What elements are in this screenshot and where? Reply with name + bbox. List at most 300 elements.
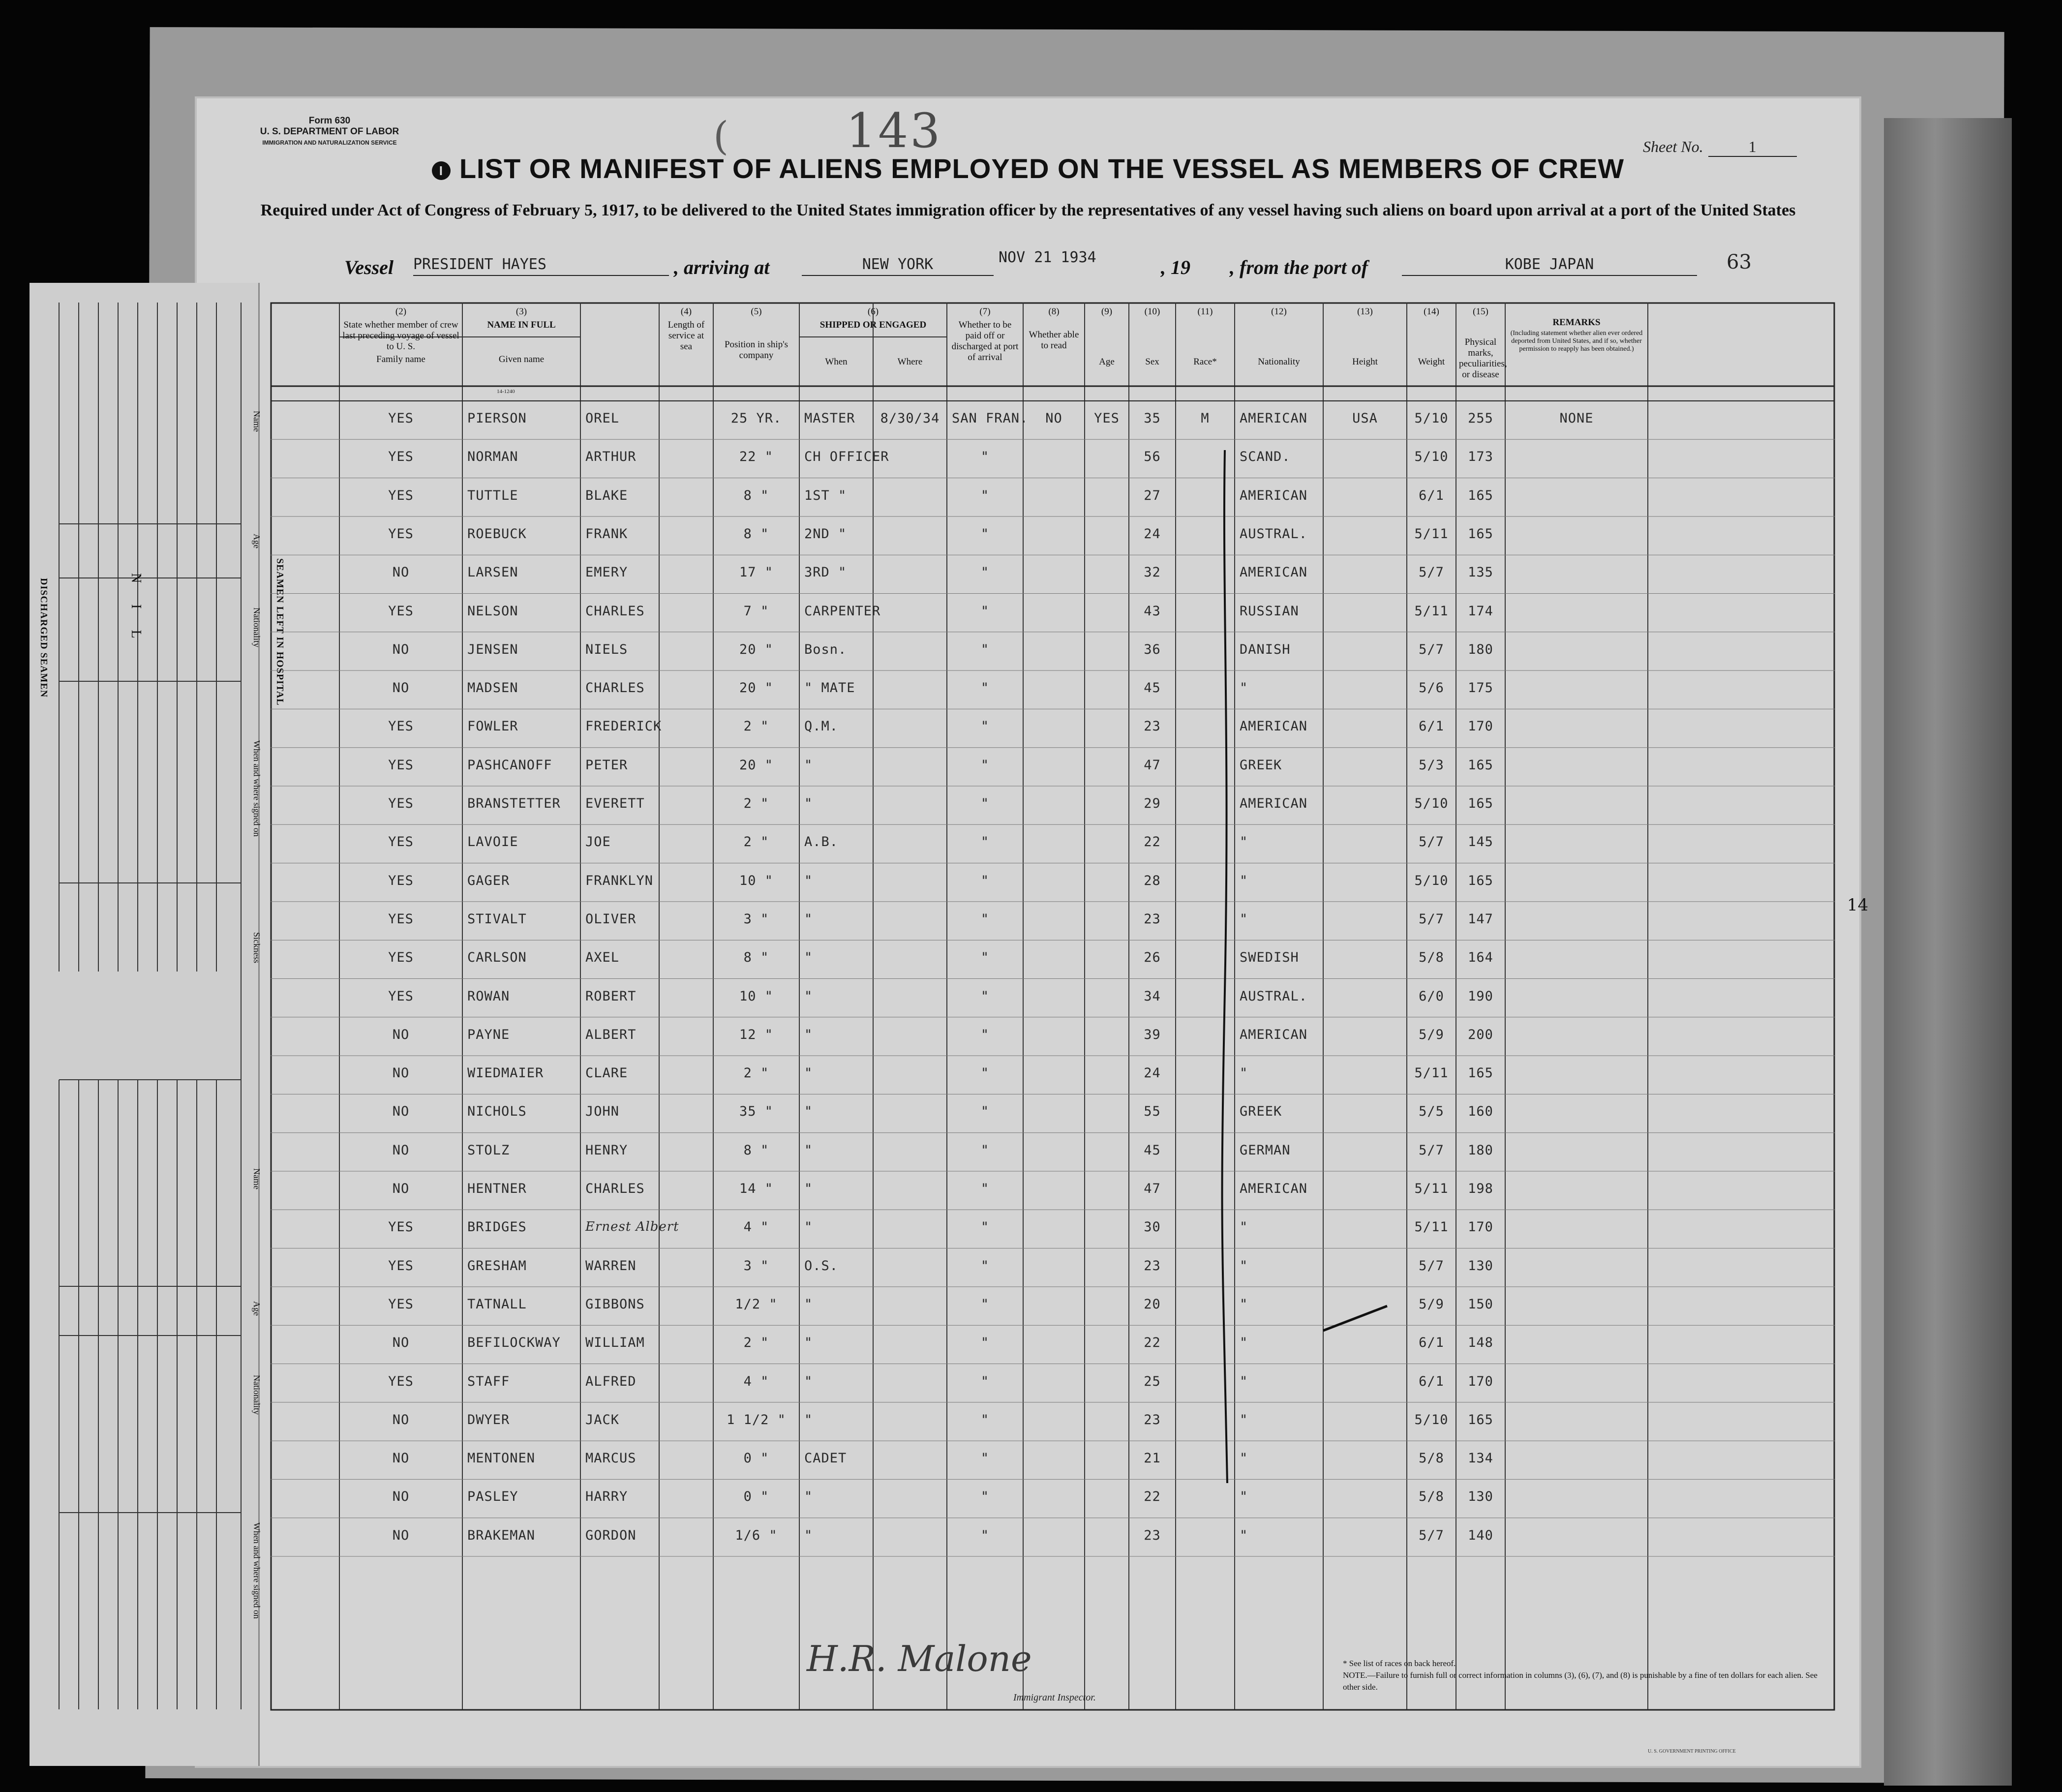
cell-age: 21 <box>1144 1451 1161 1466</box>
cell-position: " <box>804 950 813 966</box>
col-nationality-2: Nationality <box>252 1375 262 1415</box>
cell-service: 2 " <box>743 1065 769 1081</box>
cell-family: BRIDGES <box>467 1219 527 1235</box>
cell-race: AMERICAN <box>1240 487 1308 503</box>
cell-family: CARLSON <box>467 950 527 966</box>
cell-where: " <box>980 911 990 927</box>
print-line: U. S. GOVERNMENT PRINTING OFFICE <box>1648 1749 1736 1754</box>
cell-race: SWEDISH <box>1240 950 1299 966</box>
inspector-signature: H.R. Malone <box>807 1638 1032 1679</box>
cell-family: JENSEN <box>467 641 518 657</box>
cell-age: 24 <box>1144 526 1161 542</box>
cell-weight: 130 <box>1468 1489 1493 1505</box>
cell-height: 5/3 <box>1419 757 1444 773</box>
service-name: IMMIGRATION AND NATURALIZATION SERVICE <box>262 139 397 146</box>
cell-position: " <box>804 1527 813 1543</box>
cell-race: AUSTRAL. <box>1240 526 1308 542</box>
cell-where: " <box>980 1142 990 1158</box>
cell-prev: YES <box>388 411 414 426</box>
cell-given: CHARLES <box>585 1181 645 1196</box>
cell-prev: YES <box>388 873 414 888</box>
cell-age: 45 <box>1144 680 1161 696</box>
cell-paid-off: NO <box>1045 411 1062 426</box>
cell-height: 5/7 <box>1419 834 1444 850</box>
cell-given: ALFRED <box>585 1373 637 1389</box>
subtitle: Required under Act of Congress of February 5, 1917, to be delivered to the United States immigration officer by the representatives of any vessel having such aliens on board upon arrival at a port of the United States <box>260 201 1796 219</box>
col-signed: When and where signed on <box>252 740 262 837</box>
cell-family: PASLEY <box>467 1489 518 1505</box>
cell-prev: YES <box>388 1373 414 1389</box>
title-text: LIST OR MANIFEST OF ALIENS EMPLOYED ON THE VESSEL AS MEMBERS OF CREW <box>459 153 1625 184</box>
cell-given: GORDON <box>585 1527 637 1543</box>
cell-family: NELSON <box>467 603 518 619</box>
cell-weight: 148 <box>1468 1335 1493 1351</box>
column-number: (11) <box>1197 306 1213 317</box>
cell-where: " <box>980 526 990 542</box>
cell-position: A.B. <box>804 834 839 850</box>
column-header: Weight <box>1418 357 1445 367</box>
cell-family: DWYER <box>467 1412 510 1428</box>
cell-family: FOWLER <box>467 719 518 734</box>
cell-position: 1ST " <box>804 487 847 503</box>
cell-race: GREEK <box>1240 757 1282 773</box>
edge-mark: 14 <box>1847 895 1869 915</box>
cell-where: " <box>980 834 990 850</box>
cell-position: " <box>804 1489 813 1505</box>
cell-age: 47 <box>1144 1181 1161 1196</box>
cell-given: CHARLES <box>585 680 645 696</box>
sheet-label: Sheet No. <box>1643 138 1703 155</box>
column-number: (5) <box>751 306 762 317</box>
column-header: Physical marks, peculiarities, or disease <box>1459 337 1507 380</box>
cell-race: AMERICAN <box>1240 1181 1308 1196</box>
cell-family: BEFILOCKWAY <box>467 1335 561 1351</box>
cell-prev: YES <box>388 719 414 734</box>
cell-position: " <box>804 873 813 888</box>
cell-weight: 150 <box>1468 1296 1493 1312</box>
vessel-name: PRESIDENT HAYES <box>413 256 669 276</box>
cell-height: 5/11 <box>1414 1219 1449 1235</box>
cell-prev: YES <box>388 487 414 503</box>
cell-position: " <box>804 1142 813 1158</box>
cell-service: 20 " <box>739 757 774 773</box>
cell-weight: 165 <box>1468 757 1493 773</box>
cell-prev: NO <box>392 1335 410 1351</box>
column-header: Height <box>1352 357 1378 367</box>
cell-age: 25 <box>1144 1373 1161 1389</box>
cell-height: 5/7 <box>1419 1142 1444 1158</box>
ink-stroke <box>1222 450 1227 1483</box>
year-label: , 19 <box>1161 256 1190 278</box>
cell-service: 8 " <box>743 487 769 503</box>
column-number: (13) <box>1357 306 1373 317</box>
left-panel <box>30 283 285 1766</box>
cell-given: JOHN <box>585 1104 620 1120</box>
cell-height: 6/1 <box>1419 487 1444 503</box>
column-header: Given name <box>498 354 545 364</box>
cell-family: WIEDMAIER <box>467 1065 544 1081</box>
cell-service: 4 " <box>743 1219 769 1235</box>
cell-where: " <box>980 1296 990 1312</box>
cell-weight: 145 <box>1468 834 1493 850</box>
column-number: (8) <box>1048 306 1060 317</box>
cell-where: " <box>980 641 990 657</box>
cell-race: " <box>1240 1219 1248 1235</box>
cell-service: 2 " <box>743 796 769 811</box>
cell-given: AXEL <box>585 950 620 966</box>
cell-race: " <box>1240 1258 1248 1274</box>
cell-family: ROWAN <box>467 988 510 1004</box>
cell-age: 27 <box>1144 487 1161 503</box>
cell-prev: NO <box>392 1489 410 1505</box>
cell-service: 3 " <box>743 1258 769 1274</box>
cell-service: 14 " <box>739 1181 774 1196</box>
cell-service: 25 YR. <box>730 411 782 426</box>
column-header: When <box>825 357 848 367</box>
col-nationality: Nationality <box>252 607 262 647</box>
cell-height: 5/8 <box>1419 1489 1444 1505</box>
cell-race: " <box>1240 1451 1248 1466</box>
cell-position: " <box>804 1373 813 1389</box>
col-sickness: Sickness <box>252 932 262 963</box>
cell-weight: 175 <box>1468 680 1493 696</box>
cell-age: 23 <box>1144 719 1161 734</box>
cell-prev: YES <box>388 950 414 966</box>
cell-service: 2 " <box>743 1335 769 1351</box>
cell-prev: NO <box>392 680 410 696</box>
cell-family: HENTNER <box>467 1181 527 1196</box>
cell-where: " <box>980 1412 990 1428</box>
cell-family: NORMAN <box>467 449 518 465</box>
cell-height: 5/9 <box>1419 1296 1444 1312</box>
cell-age: 24 <box>1144 1065 1161 1081</box>
arriving-port: NEW YORK <box>802 256 994 276</box>
cell-service: 8 " <box>743 950 769 966</box>
cell-family: BRAKEMAN <box>467 1527 536 1543</box>
cell-family: STOLZ <box>467 1142 510 1158</box>
cell-age: 26 <box>1144 950 1161 966</box>
cell-prev: NO <box>392 1527 410 1543</box>
col-age-2: Age <box>252 1301 262 1316</box>
column-header: Whether to be paid off or discharged at port of arrival <box>951 320 1019 363</box>
cell-race: AMERICAN <box>1240 1027 1308 1042</box>
cell-family: LAVOIE <box>467 834 518 850</box>
cell-family: TUTTLE <box>467 487 518 503</box>
cell-family: MENTONEN <box>467 1451 536 1466</box>
cell-family: ROEBUCK <box>467 526 527 542</box>
cell-height: 5/10 <box>1414 1412 1449 1428</box>
cell-where: " <box>980 487 990 503</box>
cell-race: AMERICAN <box>1240 796 1308 811</box>
vessel-line <box>344 249 1820 285</box>
cell-race: " <box>1240 1296 1248 1312</box>
cell-age: 56 <box>1144 449 1161 465</box>
cell-weight: 135 <box>1468 565 1493 580</box>
cell-race: " <box>1240 1335 1248 1351</box>
cell-prev: YES <box>388 1296 414 1312</box>
cell-family: PASHCANOFF <box>467 757 552 773</box>
ink-dash <box>1323 1306 1387 1331</box>
cell-where: " <box>980 1335 990 1351</box>
cell-age: 35 <box>1144 411 1161 426</box>
cell-service: 20 " <box>739 641 774 657</box>
column-header: SHIPPED OR ENGAGED <box>819 320 927 330</box>
cell-age: 23 <box>1144 1527 1161 1543</box>
cell-service: 7 " <box>743 603 769 619</box>
cell-prev: NO <box>392 641 410 657</box>
cell-family: STIVALT <box>467 911 527 927</box>
cell-age: 28 <box>1144 873 1161 888</box>
cell-position: CARPENTER <box>804 603 881 619</box>
cell-prev: YES <box>388 757 414 773</box>
cell-position: " <box>804 757 813 773</box>
cell-family: GRESHAM <box>467 1258 527 1274</box>
cell-family: LARSEN <box>467 565 518 580</box>
cell-weight: 134 <box>1468 1451 1493 1466</box>
cell-weight: 190 <box>1468 988 1493 1004</box>
page-title <box>197 152 1859 184</box>
cell-height: 6/1 <box>1419 1373 1444 1389</box>
cell-given: ARTHUR <box>585 449 637 465</box>
cell-given: FRANKLYN <box>585 873 654 888</box>
cell-age: 23 <box>1144 1412 1161 1428</box>
cell-where: " <box>980 1489 990 1505</box>
cell-family: TATNALL <box>467 1296 527 1312</box>
cell-age: 34 <box>1144 988 1161 1004</box>
cell-weight: 140 <box>1468 1527 1493 1543</box>
cell-service: 2 " <box>743 719 769 734</box>
cell-service: 12 " <box>739 1027 774 1042</box>
footer-note <box>1343 1658 1825 1693</box>
roman-numeral: I <box>432 161 451 180</box>
cell-service: 17 " <box>739 565 774 580</box>
cell-prev: NO <box>392 1412 410 1428</box>
cell-given: GIBBONS <box>585 1296 645 1312</box>
cell-height: 6/1 <box>1419 1335 1444 1351</box>
cell-prev: YES <box>388 1219 414 1235</box>
col-name-2: Name <box>252 1168 262 1189</box>
cell-age: 29 <box>1144 796 1161 811</box>
cell-service: 22 " <box>739 449 774 465</box>
cell-height: 5/11 <box>1414 1065 1449 1081</box>
cell-service: 0 " <box>743 1451 769 1466</box>
cell-service: 3 " <box>743 911 769 927</box>
vessel-label: Vessel <box>344 256 394 278</box>
cell-where: " <box>980 1527 990 1543</box>
cell-age: 39 <box>1144 1027 1161 1042</box>
col-signed-2: When and where signed on <box>252 1522 262 1619</box>
cell-position: " <box>804 911 813 927</box>
handwritten-number: 143 <box>846 103 942 158</box>
cell-age: 30 <box>1144 1219 1161 1235</box>
cell-service: 8 " <box>743 1142 769 1158</box>
cell-prev: YES <box>388 988 414 1004</box>
cell-family: GAGER <box>467 873 510 888</box>
form-tag: 14-1240 <box>497 389 515 395</box>
cell-marks: NONE <box>1559 411 1594 426</box>
cell-height: 5/7 <box>1419 1258 1444 1274</box>
cell-given: MARCUS <box>585 1451 637 1466</box>
cell-prev: NO <box>392 1451 410 1466</box>
cell-position: " <box>804 1412 813 1428</box>
cell-height: 5/8 <box>1419 1451 1444 1466</box>
cell-position: " <box>804 1296 813 1312</box>
cell-where: " <box>980 873 990 888</box>
cell-age: 36 <box>1144 641 1161 657</box>
cell-race: " <box>1240 680 1248 696</box>
cell-prev: NO <box>392 1181 410 1196</box>
cell-race: " <box>1240 834 1248 850</box>
cell-race: " <box>1240 1412 1248 1428</box>
cell-where: " <box>980 1065 990 1081</box>
cell-where: " <box>980 1219 990 1235</box>
cell-family: MADSEN <box>467 680 518 696</box>
cell-prev: YES <box>388 449 414 465</box>
cell-where: " <box>980 950 990 966</box>
cell-race: GERMAN <box>1240 1142 1291 1158</box>
cell-where: " <box>980 603 990 619</box>
cell-prev: YES <box>388 1258 414 1274</box>
cell-weight: 130 <box>1468 1258 1493 1274</box>
from-port: KOBE JAPAN <box>1402 256 1697 276</box>
cell-prev: YES <box>388 603 414 619</box>
form-header <box>256 116 403 148</box>
cell-height: 5/10 <box>1414 411 1449 426</box>
cell-where: " <box>980 1104 990 1120</box>
cell-position: " <box>804 988 813 1004</box>
cell-height: 5/11 <box>1414 526 1449 542</box>
cell-age: 20 <box>1144 1296 1161 1312</box>
cell-race: AMERICAN <box>1240 719 1308 734</box>
cell-position: Q.M. <box>804 719 839 734</box>
table-grid <box>271 303 1835 1719</box>
arriving-label: , arriving at <box>674 256 770 278</box>
department-name: U. S. DEPARTMENT OF LABOR <box>260 126 399 137</box>
cell-height: 5/9 <box>1419 1027 1444 1042</box>
cell-weight: 170 <box>1468 1373 1493 1389</box>
cell-service: 1/6 " <box>735 1527 778 1543</box>
cell-given: CHARLES <box>585 603 645 619</box>
cell-where: " <box>980 988 990 1004</box>
cell-given: PETER <box>585 757 628 773</box>
cell-where: " <box>980 719 990 734</box>
cell-weight: 165 <box>1468 526 1493 542</box>
cell-prev: NO <box>392 1065 410 1081</box>
cell-age: 47 <box>1144 757 1161 773</box>
cell-weight: 174 <box>1468 603 1493 619</box>
cell-given: EMERY <box>585 565 628 580</box>
column-header: Length of service at sea <box>667 320 705 352</box>
column-number: (7) <box>979 306 991 317</box>
cell-weight: 255 <box>1468 411 1493 426</box>
cell-family: NICHOLS <box>467 1104 527 1120</box>
manifest-sheet <box>197 98 1859 1766</box>
cell-age: 45 <box>1144 1142 1161 1158</box>
cell-given: JOE <box>585 834 611 850</box>
cell-family: PIERSON <box>467 411 527 426</box>
column-header: Position in ship's company <box>724 339 788 361</box>
column-number: (2) <box>395 306 407 317</box>
cell-age: 55 <box>1144 1104 1161 1120</box>
cell-position: " <box>804 1027 813 1042</box>
cell-weight: 170 <box>1468 719 1493 734</box>
cell-service: 0 " <box>743 1489 769 1505</box>
cell-position: 2ND " <box>804 526 847 542</box>
column-number: (14) <box>1424 306 1439 317</box>
cell-where: " <box>980 1258 990 1274</box>
cell-weight: 147 <box>1468 911 1493 927</box>
cell-weight: 173 <box>1468 449 1493 465</box>
cell-service: 4 " <box>743 1373 769 1389</box>
hospital-title: SEAMEN LEFT IN HOSPITAL <box>274 558 285 706</box>
cell-height: 5/11 <box>1414 603 1449 619</box>
cell-given: CLARE <box>585 1065 628 1081</box>
cell-age: 43 <box>1144 603 1161 619</box>
cell-where: " <box>980 1027 990 1042</box>
cell-where: " <box>980 565 990 580</box>
cell-position: " MATE <box>804 680 855 696</box>
cell-given: Ernest Albert <box>585 1219 679 1235</box>
cell-weight: 200 <box>1468 1027 1493 1042</box>
cell-weight: 165 <box>1468 873 1493 888</box>
cell-given: ROBERT <box>585 988 637 1004</box>
cell-given: FRANK <box>585 526 628 542</box>
cell-where: " <box>980 449 990 465</box>
cell-age: 22 <box>1144 834 1161 850</box>
cell-position: 3RD " <box>804 565 847 580</box>
column-header: State whether member of crew last preceding voyage of vessel to U. S. <box>342 320 459 352</box>
cell-race: AMERICAN <box>1240 411 1308 426</box>
cell-prev: NO <box>392 1104 410 1120</box>
column-number: (6) <box>867 306 879 317</box>
cell-sex: M <box>1201 411 1210 426</box>
column-number: (4) <box>680 306 692 317</box>
cell-race: SCAND. <box>1240 449 1291 465</box>
cell-prev: YES <box>388 911 414 927</box>
vessel-code: 63 <box>1727 251 1752 273</box>
column-header: (Including statement whether alien ever ordered deported from United States, and if so, whether permission to reapply has been obtained.) <box>1510 330 1643 353</box>
cell-weight: 198 <box>1468 1181 1493 1196</box>
cell-position: " <box>804 1104 813 1120</box>
note-text: NOTE.—Failure to furnish full or correct information in columns (3), (6), (7), and (8) is punishable by a fine of ten dollars for each alien. See other side. <box>1343 1671 1818 1692</box>
cell-service: 2 " <box>743 834 769 850</box>
cell-given: HENRY <box>585 1142 628 1158</box>
cell-height: 6/1 <box>1419 719 1444 734</box>
cell-position: CADET <box>804 1451 847 1466</box>
cell-weight: 164 <box>1468 950 1493 966</box>
cell-age: 22 <box>1144 1335 1161 1351</box>
cell-height: 5/7 <box>1419 911 1444 927</box>
cell-race: AUSTRAL. <box>1240 988 1308 1004</box>
cell-race: " <box>1240 873 1248 888</box>
cell-family: PAYNE <box>467 1027 510 1042</box>
cell-given: FREDERICK <box>585 719 662 734</box>
cell-weight: 170 <box>1468 1219 1493 1235</box>
cell-position: MASTER <box>804 411 855 426</box>
cell-position: " <box>804 1219 813 1235</box>
cell-position: O.S. <box>804 1258 839 1274</box>
cell-service: 1/2 " <box>735 1296 778 1312</box>
cell-race: AMERICAN <box>1240 565 1308 580</box>
column-header: Nationality <box>1258 357 1300 367</box>
cell-given: BLAKE <box>585 487 628 503</box>
cell-weight: 165 <box>1468 1412 1493 1428</box>
cell-height: 6/0 <box>1419 988 1444 1004</box>
cell-service: 20 " <box>739 680 774 696</box>
cell-position: CH OFFICER <box>804 449 889 465</box>
cell-given: OREL <box>585 411 620 426</box>
cell-where: " <box>980 1451 990 1466</box>
